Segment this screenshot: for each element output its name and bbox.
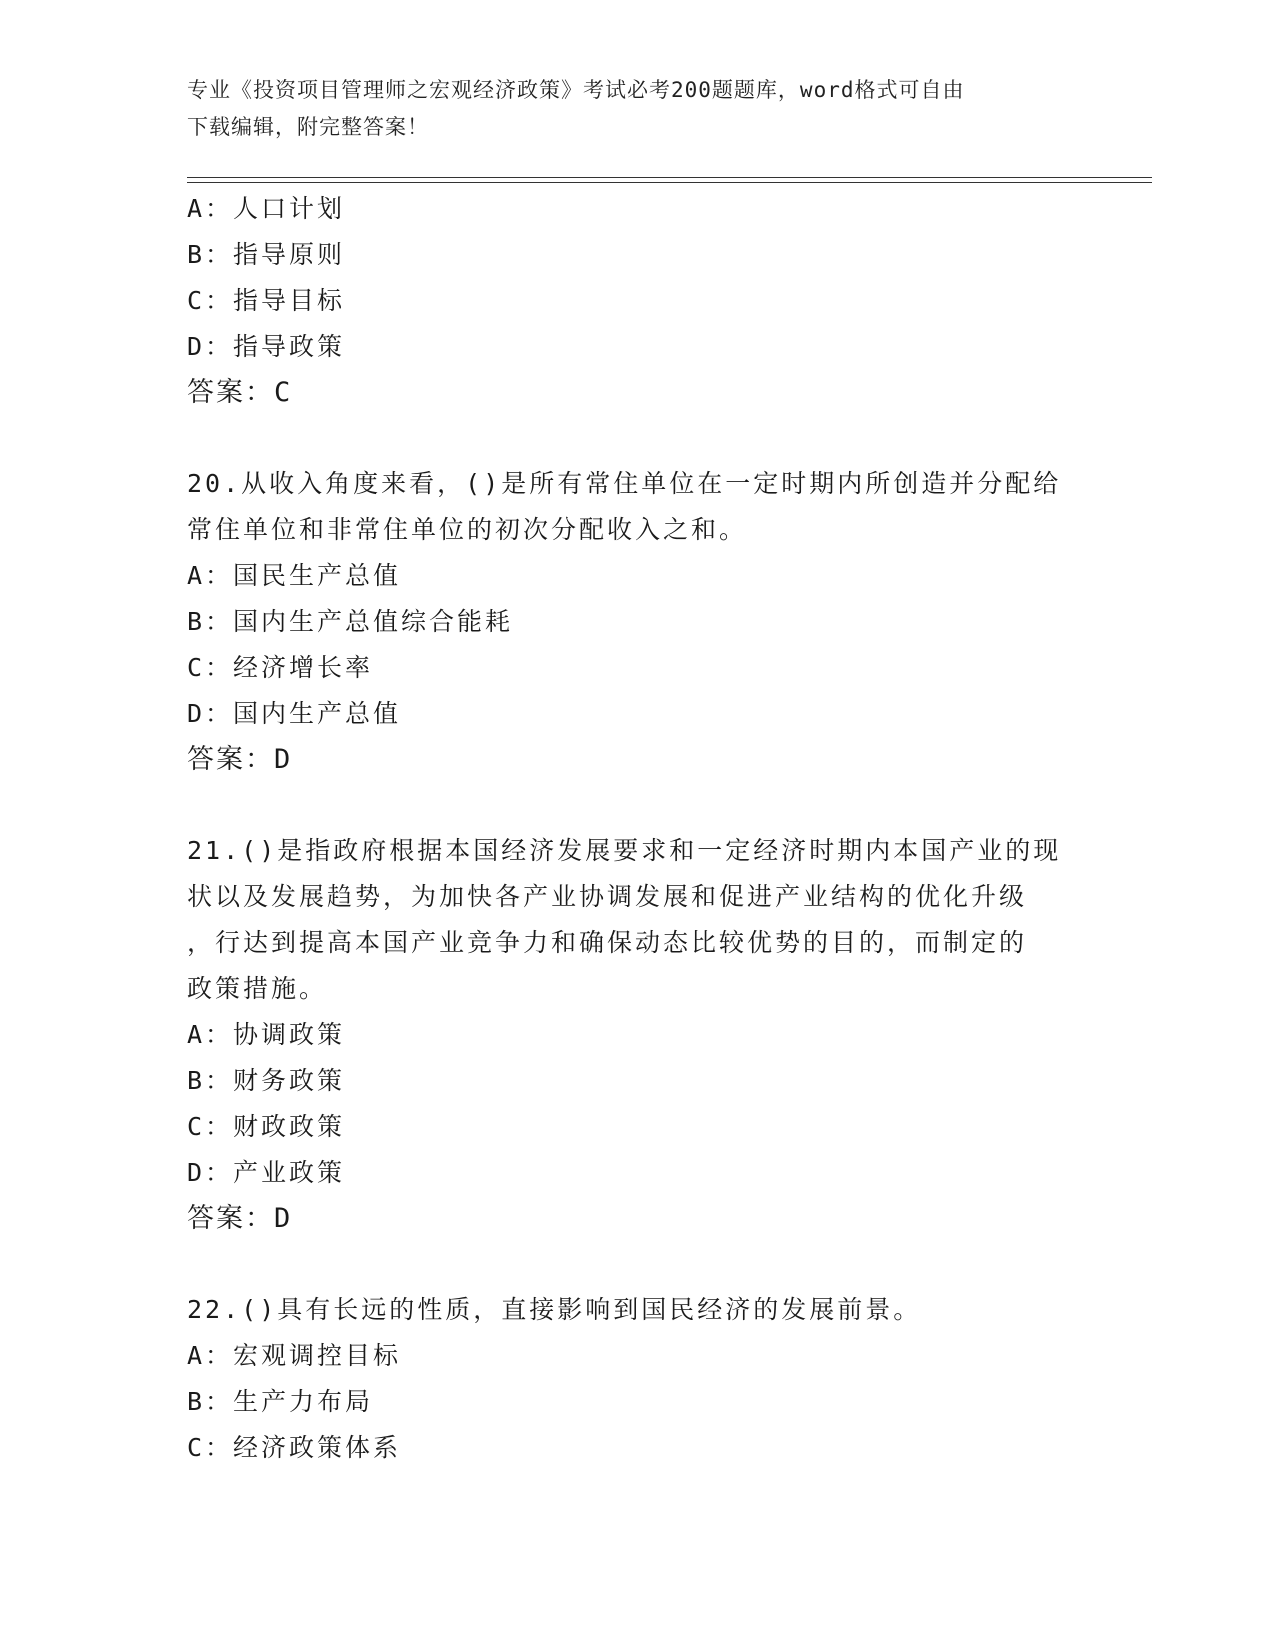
option-d: D：产业政策: [187, 1158, 346, 1187]
header-line-2: 下载编辑，附完整答案！: [187, 115, 429, 139]
option-b: B：生产力布局: [187, 1387, 374, 1416]
stem-line: ，行达到提高本国产业竞争力和确保动态比较优势的目的，而制定的: [187, 928, 1028, 957]
option-b: B：指导原则: [187, 240, 346, 269]
stem-line: 22.()具有长远的性质，直接影响到国民经济的发展前景。: [187, 1295, 922, 1324]
answer: 答案：D: [187, 1203, 293, 1234]
question-19: [187, 186, 1087, 416]
question-stem: [187, 1287, 1087, 1333]
option-a: A：人口计划: [187, 194, 346, 223]
option-a: A：宏观调控目标: [187, 1341, 402, 1370]
stem-line: 20.从收入角度来看，()是所有常住单位在一定时期内所创造并分配给: [187, 469, 1062, 498]
header-divider-bottom: [187, 182, 1152, 183]
option-c: C：财政政策: [187, 1112, 346, 1141]
option-a: A：国民生产总值: [187, 561, 402, 590]
option-a: A：协调政策: [187, 1020, 346, 1049]
question-stem: [187, 828, 1087, 1012]
question-21: [187, 828, 1087, 1242]
stem-line: 21.()是指政府根据本国经济发展要求和一定经济时期内本国产业的现: [187, 836, 1062, 865]
question-stem: [187, 461, 1087, 553]
option-c: C：经济政策体系: [187, 1433, 402, 1462]
option-b: B：财务政策: [187, 1066, 346, 1095]
stem-line: 常住单位和非常住单位的初次分配收入之和。: [187, 515, 748, 544]
option-b: B：国内生产总值综合能耗: [187, 607, 514, 636]
question-22: [187, 1287, 1087, 1471]
header-line-1: 专业《投资项目管理师之宏观经济政策》考试必考200题题库，word格式可自由: [187, 78, 965, 102]
option-d: D：指导政策: [187, 332, 346, 361]
header-divider-top: [187, 177, 1152, 178]
option-c: C：经济增长率: [187, 653, 374, 682]
option-d: D：国内生产总值: [187, 699, 402, 728]
stem-line: 状以及发展趋势，为加快各产业协调发展和促进产业结构的优化升级: [187, 882, 1028, 911]
document-header: [187, 72, 1087, 146]
stem-line: 政策措施。: [187, 974, 328, 1003]
question-list: [187, 186, 1087, 1471]
option-c: C：指导目标: [187, 286, 346, 315]
answer: 答案：C: [187, 377, 293, 408]
question-20: [187, 461, 1087, 783]
answer: 答案：D: [187, 744, 293, 775]
